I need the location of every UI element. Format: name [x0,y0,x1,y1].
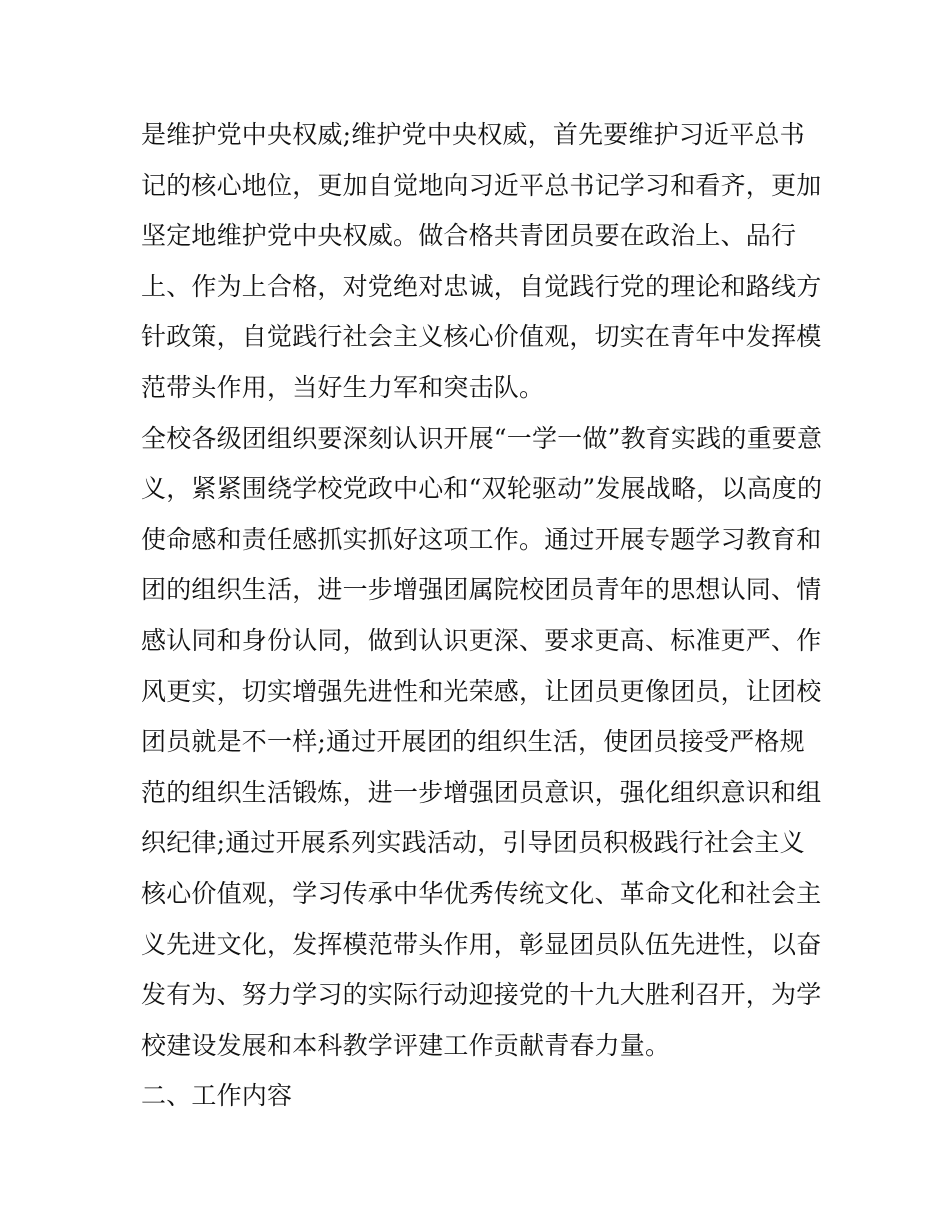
text-line: 范带头作用，当好生力军和突击队。 [141,372,545,402]
text-line: 全校各级团组织要深刻认识开展“一学一做”教育实践的重要意 [141,423,823,453]
body-text [141,110,821,1122]
text-line: 义，紧紧围绕学校党政中心和“双轮驱动”发展战略，以高度的 [141,474,823,504]
text-line: 核心价值观，学习传承中华优秀传统文化、革命文化和社会主 [141,878,822,908]
text-line: 是维护党中央权威;维护党中央权威，首先要维护习近平总书 [141,120,805,149]
text-line: 坚定地维护党中央权威。做合格共青团员要在政治上、品行 [141,221,797,251]
section-heading: 二、工作内容 [141,1081,293,1111]
text-line: 使命感和责任感抓实抓好这项工作。通过开展专题学习教育和 [141,524,822,554]
text-line: 团员就是不一样;通过开展团的组织生活，使团员接受严格规 [141,727,805,757]
text-line: 针政策，自觉践行社会主义核心价值观，切实在青年中发挥模 [141,322,822,352]
text-line: 风更实，切实增强先进性和光荣感，让团员更像团员，让团校 [141,676,822,706]
text-line: 发有为、努力学习的实际行动迎接党的十九大胜利召开，为学 [141,980,822,1010]
text-line: 义先进文化，发挥模范带头作用，彰显团员队伍先进性，以奋 [141,929,822,959]
text-line: 校建设发展和本科教学评建工作贡献青春力量。 [141,1030,671,1060]
text-line: 范的组织生活锻炼，进一步增强团员意识，强化组织意识和组 [141,777,822,807]
text-line: 记的核心地位，更加自觉地向习近平总书记学习和看齐，更加 [141,170,822,200]
text-line: 感认同和身份认同，做到认识更深、要求更高、标准更严、作 [141,625,822,655]
text-line: 团的组织生活，进一步增强团属院校团员青年的思想认同、情 [141,575,822,605]
text-line: 上、作为上合格，对党绝对忠诚，自觉践行党的理论和路线方 [141,271,822,301]
text-line: 织纪律;通过开展系列实践活动，引导团员积极践行社会主义 [141,828,805,858]
